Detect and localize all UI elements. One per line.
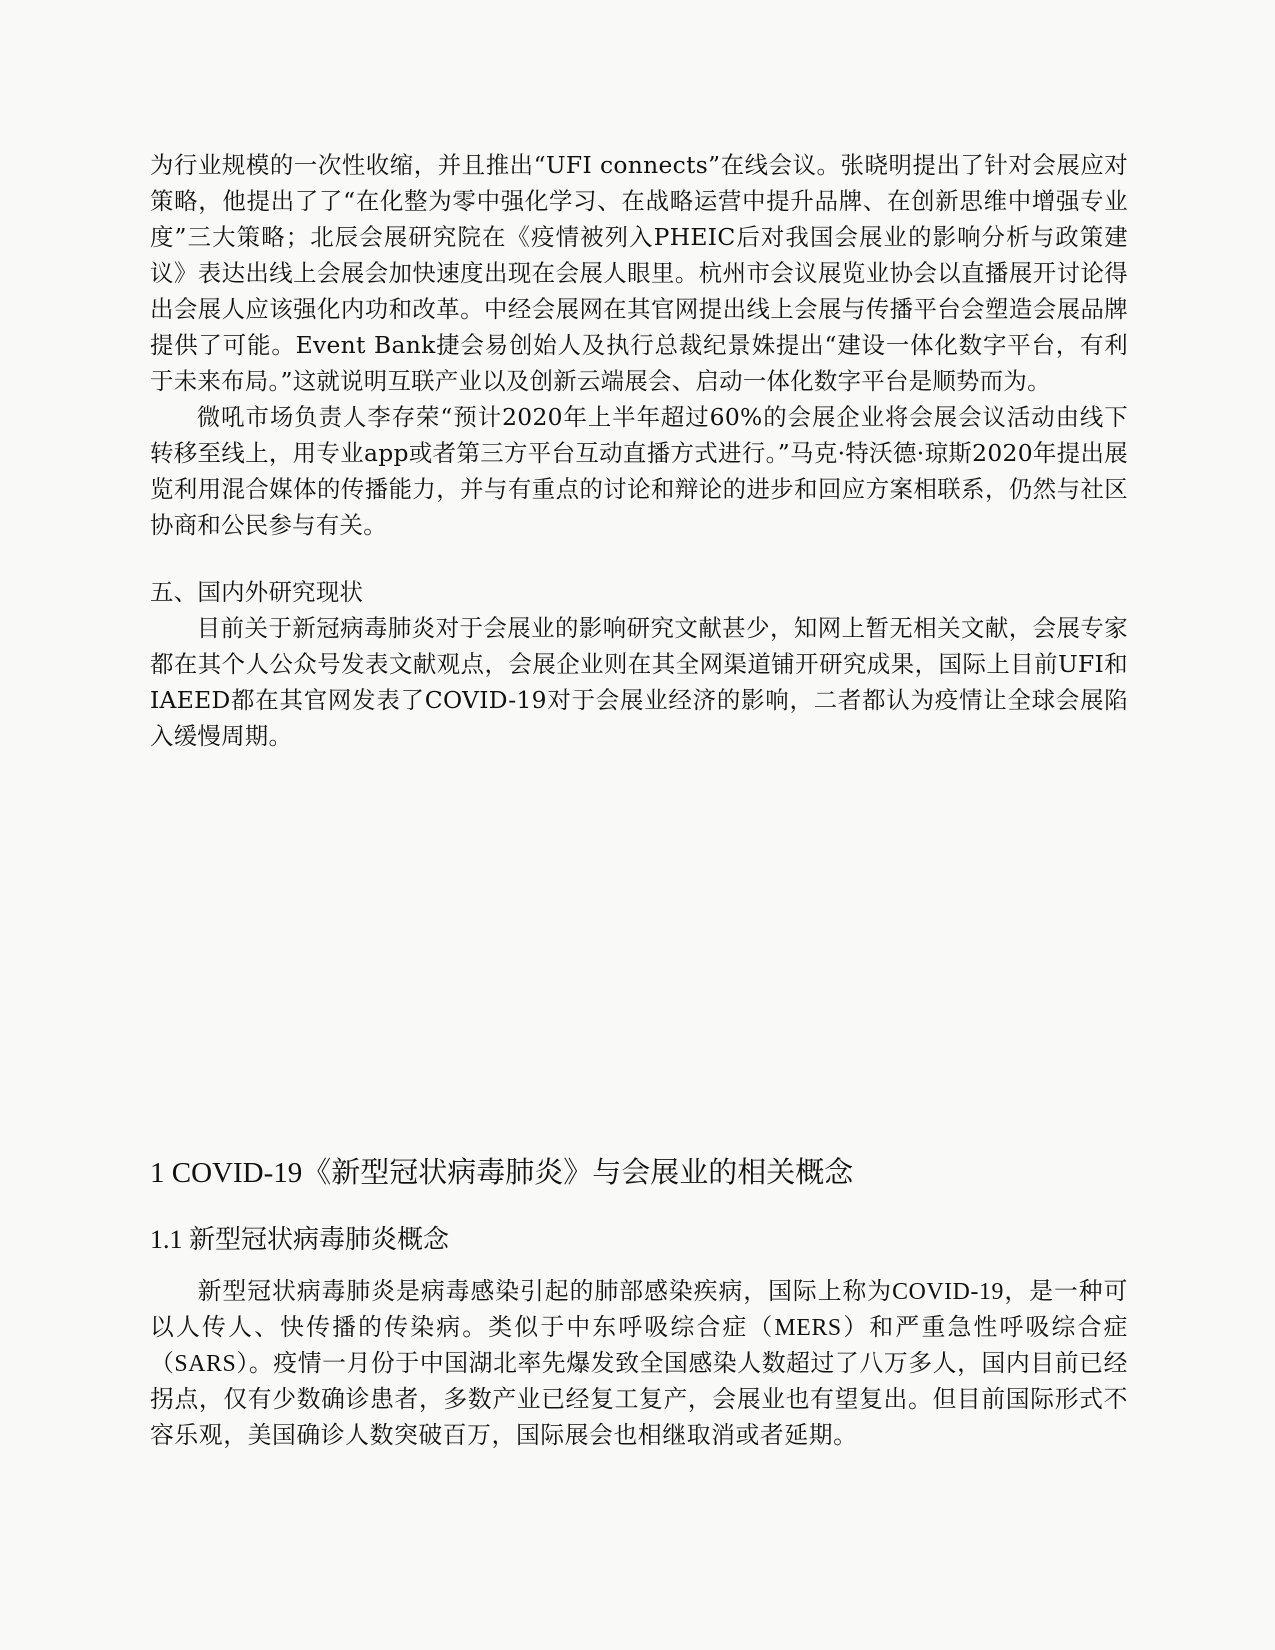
subsection-1-1-body (150, 1274, 1128, 1454)
paragraph-covid-definition: 新型冠状病毒肺炎是病毒感染引起的肺部感染疾病，国际上称为COVID-19，是一种可以人传人、快传播的传染病。类似于中东呼吸综合症（MERS）和严重急性呼吸综合症（SARS）。疫情一月份于中国湖北率先爆发致全国感染人数超过了八万多人，国内目前已经拐点，仅有少数确诊患者，多数产业已经复工复产，会展业也有望复出。但目前国际形式不容乐观，美国确诊人数突破百万，国际展会也相继取消或者延期。 (150, 1279, 1128, 1449)
chapter-1 (150, 1153, 1128, 1193)
paragraph-vhall-forecast: 微吼市场负责人李存荣“预计2020年上半年超过60%的会展企业将会展会议活动由线下转移至线上，用专业app或者第三方平台互动直播方式进行。”马克·特沃德·琼斯2020年提出展览利用混合媒体的传播能力，并与有重点的讨论和辩论的进步和回应方案相联系，仍然与社区协商和公民参与有关。 (150, 403, 1128, 539)
previous-section-text (150, 147, 1128, 543)
subsection-1-1 (150, 1222, 1128, 1258)
paragraph-online-exhibition-strategies: 为行业规模的一次性收缩，并且推出“UFI connects”在线会议。张晓明提出了针对会展应对策略，他提出了了“在化整为零中强化学习、在战略运营中提升品牌、在创新思维中增强专业度”三大策略；北辰会展研究院在《疫情被列入PHEIC后对我国会展业的影响分析与政策建议》表达出线上会展会加快速度出现在会展人眼里。杭州市会议展览业协会以直播展开讨论得出会展人应该强化内功和改革。中经会展网在其官网提出线上会展与传播平台会塑造会展品牌提供了可能。Event Bank捷会易创始人及执行总裁纪景姝提出“建设一体化数字平台，有利于未来布局。”这就说明互联产业以及创新云端展会、启动一体化数字平台是顺势而为。 (150, 151, 1128, 395)
paragraph-research-status: 目前关于新冠病毒肺炎对于会展业的影响研究文献甚少，知网上暂无相关文献，会展专家都在其个人公众号发表文献观点，会展企业则在其全网渠道铺开研究成果，国际上目前UFI和IAEED都在其官网发表了COVID-19对于会展业经济的影响，二者都认为疫情让全球会展陷入缓慢周期。 (150, 614, 1128, 750)
chapter-heading: 1 COVID-19《新型冠状病毒肺炎》与会展业的相关概念 (150, 1157, 854, 1189)
section-research-status (150, 574, 1128, 754)
subsection-heading: 1.1 新型冠状病毒肺炎概念 (150, 1225, 450, 1254)
section-title-research-status: 五、国内外研究现状 (150, 578, 364, 606)
